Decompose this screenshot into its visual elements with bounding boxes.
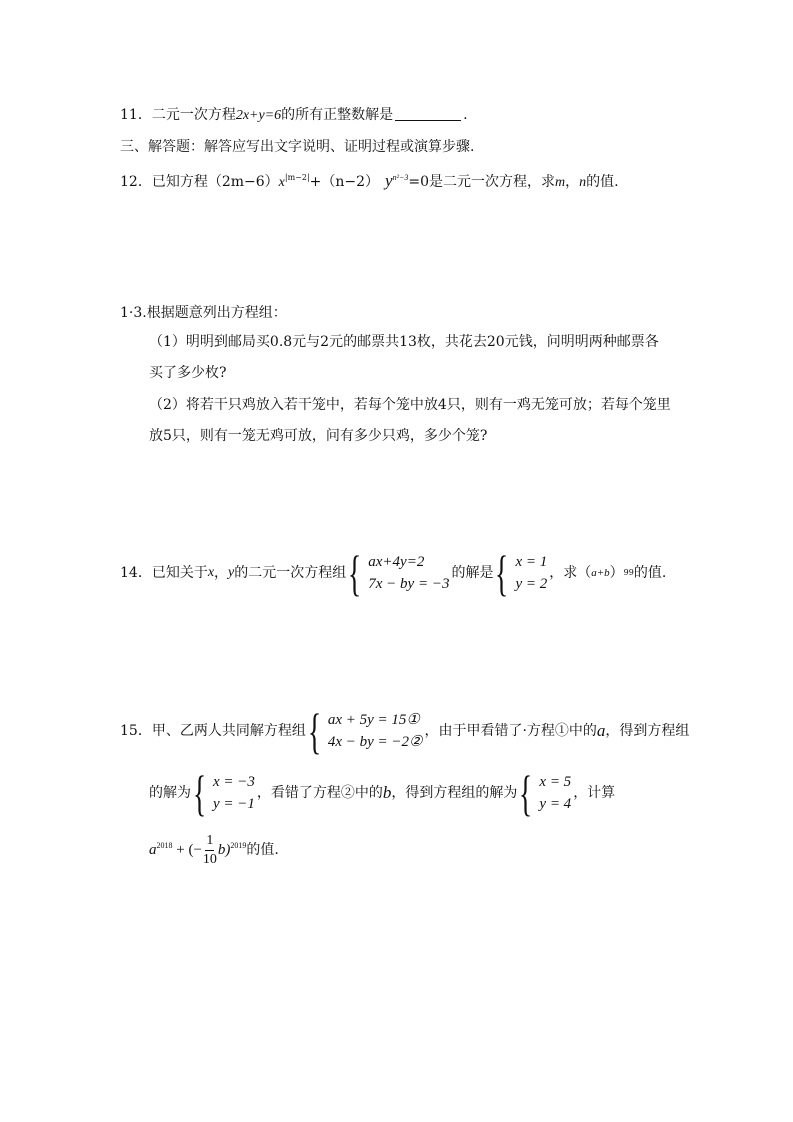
system-row: 4x − by = −2②	[327, 734, 423, 750]
question-text: ，求（	[549, 565, 592, 581]
var-m: m	[555, 175, 566, 190]
exponent: n²−3	[392, 173, 409, 182]
question-11	[120, 106, 468, 125]
question-number: 15．	[120, 723, 152, 739]
question-text: 二元一次方程	[151, 107, 236, 123]
var-b: b	[382, 783, 392, 802]
exponent: 2018	[156, 841, 173, 850]
comma: ，	[214, 565, 229, 581]
system-row: y = −1	[213, 796, 255, 812]
question-number: 12．	[120, 174, 152, 190]
question-text: +（n−2）	[309, 174, 380, 190]
system-row: ax+4y=2	[368, 554, 425, 570]
q13-part1-line2: 买了多少枚?	[149, 365, 227, 381]
brace-icon: {	[495, 545, 509, 601]
question-text: 的解为	[149, 785, 191, 801]
q15-line2	[149, 765, 616, 821]
var-a: a	[149, 842, 157, 858]
brace-icon: {	[307, 703, 322, 759]
question-text: =0是二元一次方程，求	[408, 174, 556, 190]
var-b: b)	[217, 842, 231, 858]
fraction-numerator: 1	[205, 832, 214, 851]
exponent: 2019	[230, 841, 247, 850]
solution-system	[519, 765, 572, 821]
brace-icon: {	[519, 765, 533, 821]
question-text: ，得到方程组	[605, 723, 690, 739]
brace-icon: {	[193, 765, 207, 821]
question-13	[120, 304, 287, 322]
system-row: y = 2	[515, 576, 548, 592]
question-12	[120, 172, 619, 192]
question-text: ）	[609, 565, 624, 581]
brace-icon: {	[348, 545, 362, 601]
var-y: y	[385, 171, 393, 190]
q13-part2-line2: 放5只，则有一笼无鸡可放，问有多少只鸡，多少个笼?	[149, 428, 488, 444]
expression: a+b	[591, 567, 610, 579]
question-15	[120, 703, 690, 759]
question-text: 根据题意列出方程组：	[146, 305, 287, 321]
system-row: x = 1	[515, 554, 548, 570]
system-row: 7x − by = −3	[368, 576, 450, 592]
question-text: ，计算	[573, 785, 616, 801]
equation-system	[348, 545, 450, 601]
comma: ，	[565, 174, 580, 190]
question-text: 甲、乙两人共同解方程组	[151, 723, 306, 739]
question-number: 1·3.	[120, 305, 147, 321]
fraction	[203, 832, 217, 869]
question-text: 的值.	[586, 174, 619, 190]
system-row: x = −3	[213, 774, 255, 790]
var-n: n	[579, 175, 587, 190]
equation-system	[307, 703, 423, 759]
q13-part1-line1: （1）明明到邮局买0.8元与2元的邮票共13枚，共花去20元钱，问明明两种邮票各	[149, 334, 659, 350]
system-row: x = 5	[539, 774, 572, 790]
question-number: 14．	[120, 565, 152, 581]
question-text: 已知方程（2m−6）	[151, 174, 279, 190]
solution-system	[495, 545, 548, 601]
period: .	[463, 107, 468, 123]
exponent: |m−2|	[284, 173, 310, 182]
question-text: ，看错了方程②中的	[256, 785, 383, 801]
plus-paren: + (−	[176, 842, 202, 858]
var-x: x	[278, 175, 285, 190]
question-text: 的二元一次方程组	[234, 565, 347, 581]
q15-line3	[149, 828, 279, 872]
equation: 2x+y=6	[235, 108, 282, 123]
var-y: y	[228, 565, 235, 580]
fraction-denominator: 10	[202, 851, 217, 867]
var-x: x	[207, 565, 215, 580]
question-14: 14． 已知关于 x ， y 的二元一次方程组 { ax+4y=2 7x − by = −3 的解是 { x = 1 y = 2 ，求（ a+b ） 99 的值.	[120, 545, 667, 601]
answer-blank[interactable]	[395, 120, 461, 121]
question-text: 已知关于	[151, 565, 208, 581]
section-heading: 三、解答题：解答应写出文字说明、证明过程或演算步骤.	[120, 139, 475, 155]
question-number: 11．	[120, 107, 152, 123]
question-text: ，由于甲看错了·方程①中的	[424, 723, 597, 739]
question-text: ，得到方程组的解为	[391, 785, 518, 801]
question-text: 的解是	[451, 565, 494, 581]
question-text: 的值.	[246, 842, 279, 858]
question-text: 的所有正整数解是	[281, 107, 394, 123]
system-row: ax + 5y = 15①	[327, 712, 420, 728]
math-expression	[149, 841, 202, 859]
q13-part2-line1: （2）将若干只鸡放入若干笼中，若每个笼中放4只，则有一鸡无笼可放；若每个笼里	[149, 397, 671, 413]
var-a: a	[596, 721, 606, 740]
system-row: y = 4	[539, 796, 572, 812]
question-text: 的值.	[633, 565, 667, 581]
solution-system	[193, 765, 255, 821]
